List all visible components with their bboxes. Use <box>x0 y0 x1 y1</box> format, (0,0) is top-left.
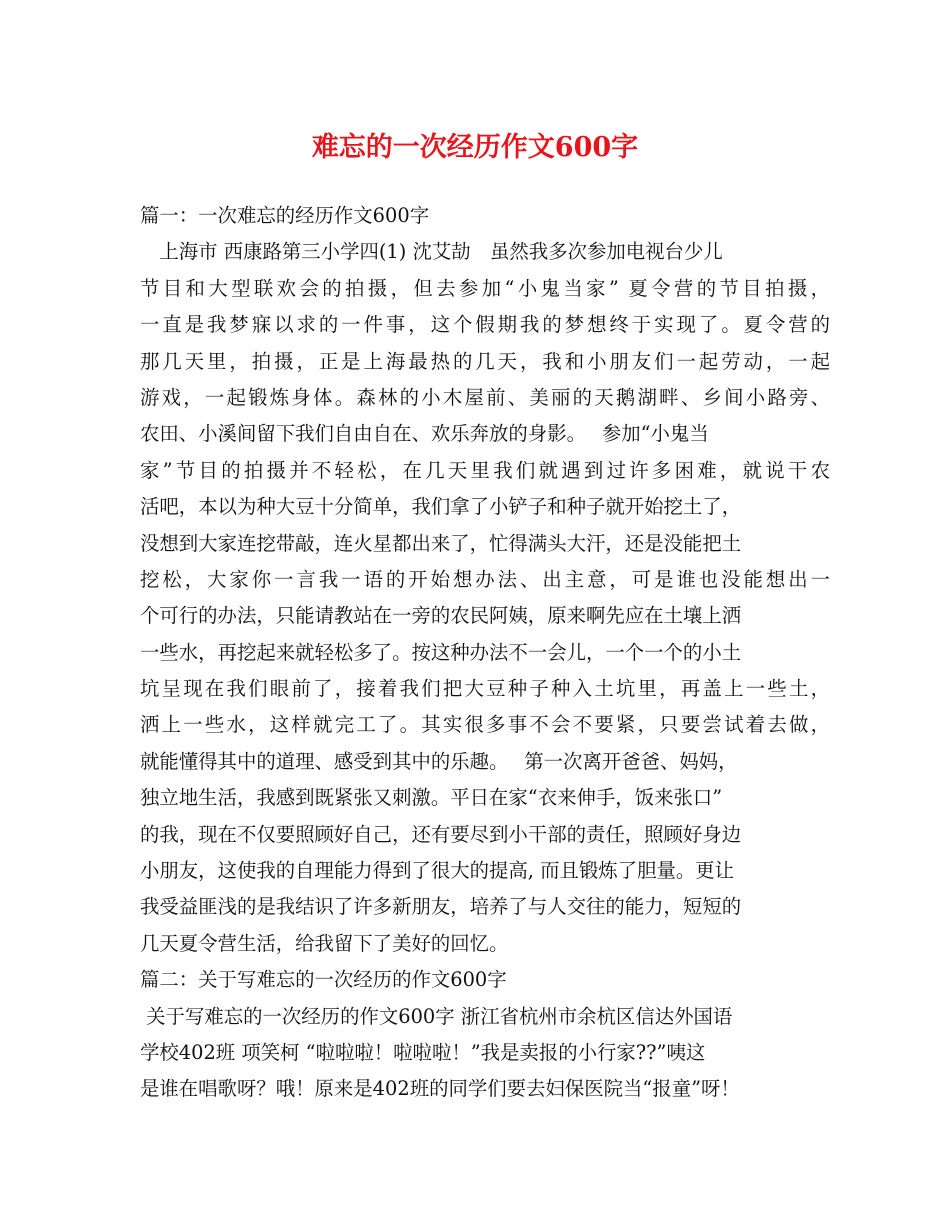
text-line: 小朋友，这使我的自理能力得到了很大的提高, 而且锻炼了胆量。更让 <box>140 859 735 883</box>
text-line: 独立地生活，我感到既紧张又刺激。平日在家“衣来伸手，饭来张口” <box>140 786 723 810</box>
text-line: 那几天里，拍摄，正是上海最热的几天，我和小朋友们一起劳动，一起 <box>140 349 830 373</box>
document-body <box>140 198 830 1108</box>
section-heading: 篇二：关于写难忘的一次经历的作文600字 <box>140 968 507 992</box>
text-line: 就能懂得其中的道理、感受到其中的乐趣。 第一次离开爸爸、妈妈， <box>140 749 738 773</box>
section-heading: 篇一：一次难忘的经历作文600字 <box>140 204 430 227</box>
document-title: 难忘的一次经历作文600字 <box>311 132 639 163</box>
text-line: 游戏，一起锻炼身体。森林的小木屋前、美丽的天鹅湖畔、乡间小路旁、 <box>140 385 830 409</box>
text-line: 坑呈现在我们眼前了，接着我们把大豆种子种入土坑里，再盖上一些土， <box>140 677 830 701</box>
text-line: 关于写难忘的一次经历的作文600字 浙江省杭州市余杭区信达外国语 <box>140 1004 733 1028</box>
text-line: 是谁在唱歌呀？哦！原来是402班的同学们要去妇保医院当“报童”呀！ <box>140 1077 740 1101</box>
text-line: 我受益匪浅的是我结识了许多新朋友，培养了与人交往的能力，短短的 <box>140 895 742 919</box>
text-line: 活吧，本以为种大豆十分简单，我们拿了小铲子和种子就开始挖土了， <box>140 495 742 519</box>
text-line: 学校402班 项笑柯 “啦啦啦！啦啦啦！”我是卖报的小行家??”咦这 <box>140 1040 706 1064</box>
text-line: 几天夏令营生活，给我留下了美好的回忆。 <box>140 931 509 955</box>
text-line: 没想到大家连挖带敲，连火星都出来了，忙得满头大汗，还是没能把土 <box>140 531 742 555</box>
text-line: 的我，现在不仅要照顾好自己，还有要尽到小干部的责任，照顾好身边 <box>140 822 742 846</box>
text-line: 洒上一些水，这样就完工了。其实很多事不会不要紧，只要尝试着去做， <box>140 713 830 737</box>
text-line: 节目和大型联欢会的拍摄，但去参加“小鬼当家” 夏令营的节目拍摄， <box>140 276 830 300</box>
text-line: 农田、小溪间留下我们自由自在、欢乐奔放的身影。 参加“小鬼当 <box>140 422 709 446</box>
text-line: 家”节目的拍摄并不轻松，在几天里我们就遇到过许多困难，就说干农 <box>140 458 830 482</box>
text-line: 一些水，再挖起来就轻松多了。按这种办法不一会儿，一个一个的小土 <box>140 640 742 664</box>
text-line: 挖松，大家你一言我一语的开始想办法、出主意，可是谁也没能想出一 <box>140 567 830 591</box>
text-line: 一直是我梦寐以求的一件事，这个假期我的梦想终于实现了。夏令营的 <box>140 313 830 337</box>
text-line: 上海市 西康路第三小学四(1) 沈艾劼 虽然我多次参加电视台少儿 <box>140 240 723 264</box>
text-line: 个可行的办法，只能请教站在一旁的农民阿姨，原来啊先应在土壤上洒 <box>140 604 742 628</box>
